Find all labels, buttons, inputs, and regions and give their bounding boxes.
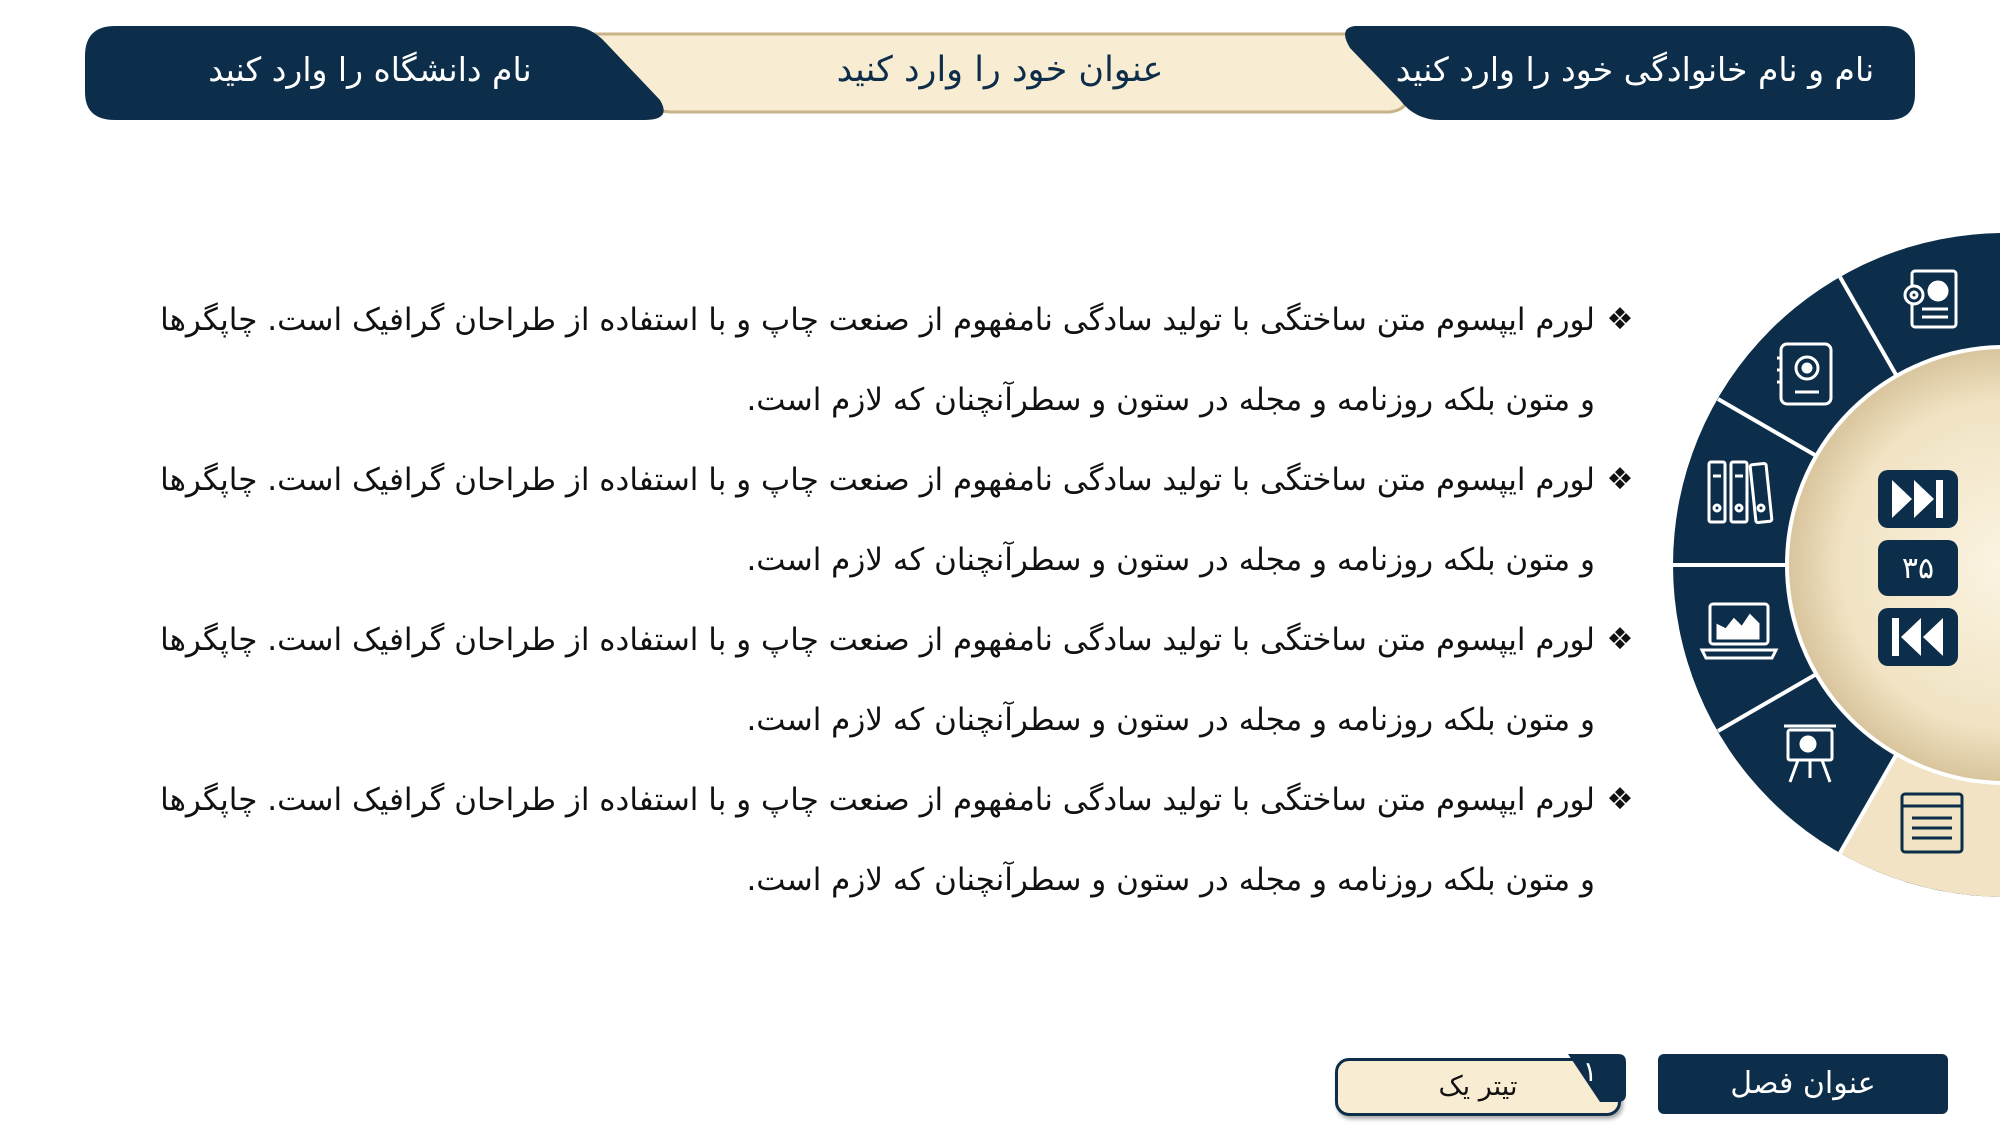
diamond-bullet-icon: ❖	[1606, 782, 1634, 817]
bullet-line	[100, 760, 1640, 840]
bullet-text: لورم ایپسوم متن ساختگی با تولید سادگی نامفهوم از صنعت چاپ و با استفاده از طراحان گرافیک است. چاپگرها	[160, 462, 1595, 498]
bullet-text: و متون بلکه روزنامه و مجله در ستون و سطرآنچنان که لازم است.	[746, 542, 1595, 578]
bullet-text: لورم ایپسوم متن ساختگی با تولید سادگی نامفهوم از صنعت چاپ و با استفاده از طراحان گرافیک است. چاپگرها	[160, 302, 1595, 338]
bullet-text: لورم ایپسوم متن ساختگی با تولید سادگی نامفهوم از صنعت چاپ و با استفاده از طراحان گرافیک است. چاپگرها	[160, 622, 1595, 658]
bullet-text: و متون بلکه روزنامه و مجله در ستون و سطرآنچنان که لازم است.	[746, 702, 1595, 738]
diamond-bullet-icon: ❖	[1606, 622, 1634, 657]
page-number: ۳۵	[1901, 551, 1935, 586]
bullet-line-continued	[100, 680, 1640, 760]
bullet-list	[100, 280, 1640, 920]
author-name-input[interactable]: نام و نام خانوادگی خود را وارد کنید	[1395, 50, 1875, 89]
bullet-line-continued	[100, 360, 1640, 440]
bullet-line	[100, 280, 1640, 360]
diamond-bullet-icon: ❖	[1606, 302, 1634, 337]
chapter-title: عنوان فصل	[1658, 1054, 1948, 1114]
bullet-line-continued	[100, 520, 1640, 600]
bullet-line-continued	[100, 840, 1640, 920]
navigation-wheel	[1670, 230, 2000, 900]
bullet-item	[100, 600, 1640, 760]
bullet-line	[100, 440, 1640, 520]
diamond-bullet-icon: ❖	[1606, 462, 1634, 497]
bullet-item	[100, 440, 1640, 600]
bullet-item	[100, 760, 1640, 920]
section-title: تیتر یک	[1335, 1058, 1621, 1116]
bullet-line	[100, 600, 1640, 680]
presentation-title-input[interactable]: عنوان خود را وارد کنید	[836, 50, 1164, 90]
university-name-input[interactable]: نام دانشگاه را وارد کنید	[208, 50, 532, 89]
bullet-item	[100, 280, 1640, 440]
bullet-text: و متون بلکه روزنامه و مجله در ستون و سطرآنچنان که لازم است.	[746, 862, 1595, 898]
bullet-text: لورم ایپسوم متن ساختگی با تولید سادگی نامفهوم از صنعت چاپ و با استفاده از طراحان گرافیک است. چاپگرها	[160, 782, 1595, 818]
bullet-text: و متون بلکه روزنامه و مجله در ستون و سطرآنچنان که لازم است.	[746, 382, 1595, 418]
next-slide-button[interactable]	[1878, 470, 1958, 528]
previous-slide-button[interactable]	[1878, 608, 1958, 666]
section-number: ۱	[1582, 1055, 1598, 1088]
